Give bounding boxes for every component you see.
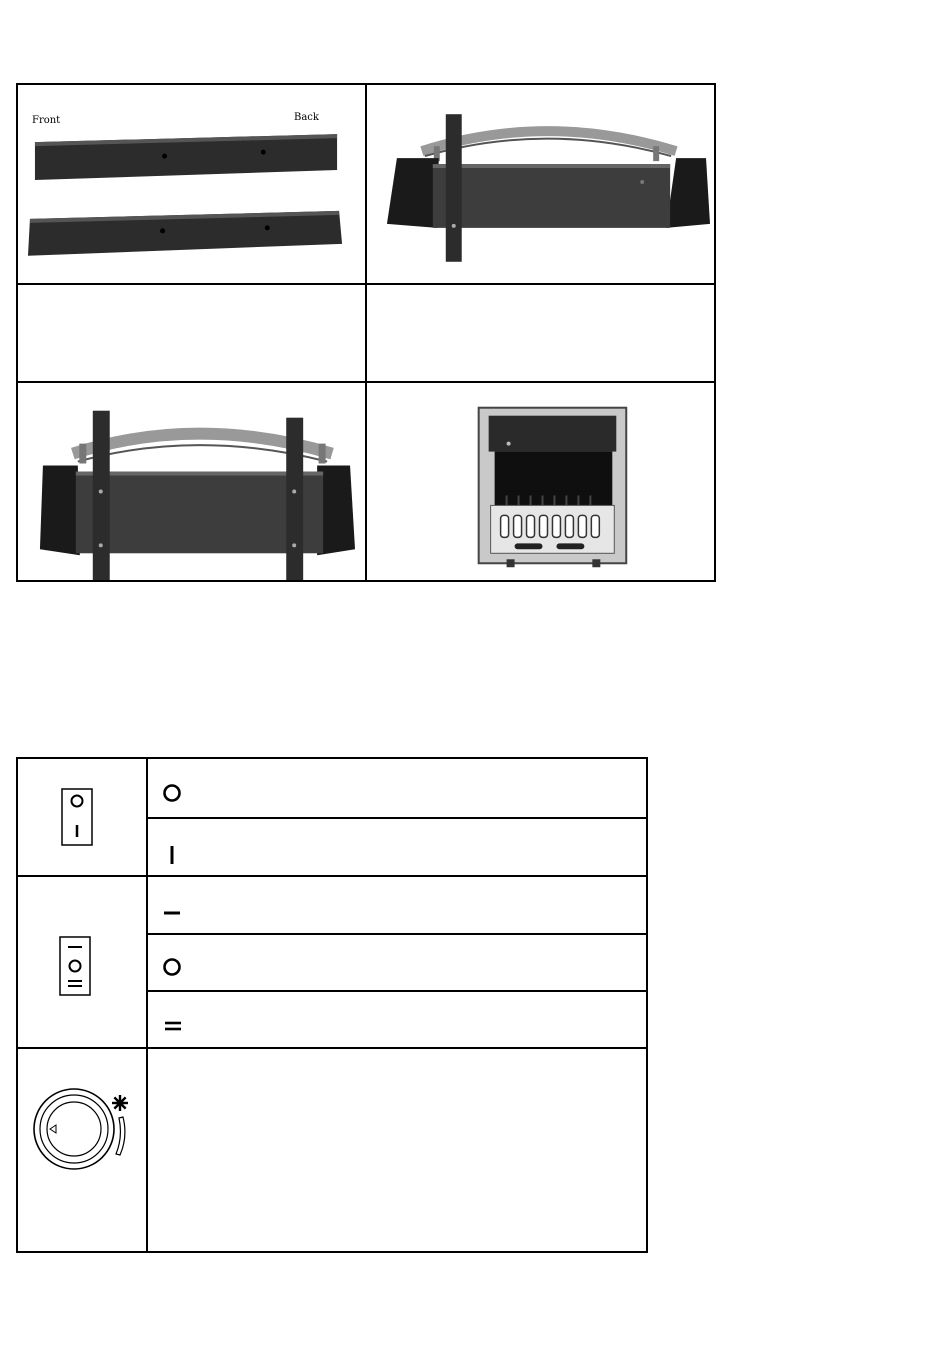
three-position-switch-icon bbox=[58, 935, 92, 997]
photo-cell-two-rails-attached bbox=[17, 382, 366, 581]
blank-cell-right bbox=[366, 284, 715, 382]
photo-cell-assembled-fire bbox=[366, 382, 715, 581]
photo-cell-one-rail-attached bbox=[366, 84, 715, 284]
bar-symbol-icon bbox=[162, 845, 182, 865]
control-knob-icon-cell bbox=[17, 1048, 147, 1252]
photo-cell-rails bbox=[17, 84, 366, 284]
single-bar-symbol-icon bbox=[162, 903, 182, 923]
fire-unit-one-rail-photo bbox=[367, 85, 714, 283]
double-bar-symbol-icon bbox=[162, 1016, 182, 1036]
flame-effect-dial-icon bbox=[30, 1085, 140, 1175]
selector-position-two-row bbox=[147, 991, 647, 1048]
front-label: Front bbox=[32, 115, 61, 126]
control-knob-description-cell bbox=[147, 1048, 647, 1252]
rocker-switch-off-on-icon bbox=[60, 787, 94, 847]
back-label: Back bbox=[294, 112, 319, 123]
switch-function-table bbox=[16, 757, 648, 1253]
selector-switch-icon-cell bbox=[17, 876, 147, 1048]
circle-symbol-icon bbox=[162, 957, 182, 977]
assembly-photo-grid bbox=[16, 83, 716, 582]
rocker-position-on-row bbox=[147, 818, 647, 876]
blank-cell-left bbox=[17, 284, 366, 382]
fire-unit-two-rails-photo bbox=[18, 383, 365, 580]
rocker-position-off-row bbox=[147, 758, 647, 818]
selector-position-one-row bbox=[147, 876, 647, 934]
rocker-switch-icon-cell bbox=[17, 758, 147, 876]
circle-symbol-icon bbox=[162, 783, 182, 803]
assembled-fire-front-photo bbox=[367, 383, 714, 580]
selector-position-off-row bbox=[147, 934, 647, 991]
